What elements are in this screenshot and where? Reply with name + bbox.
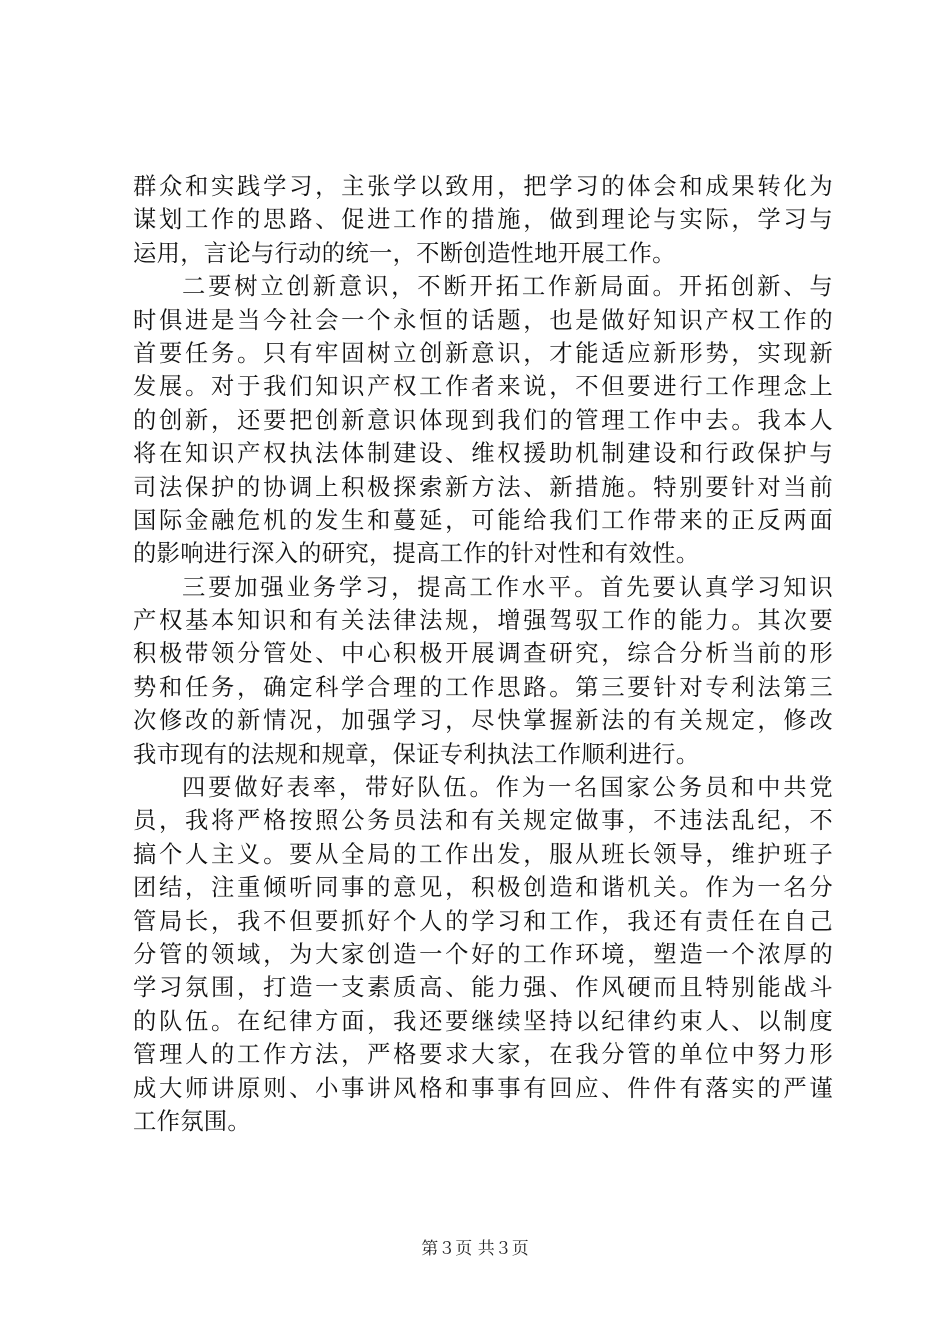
- page-number-footer: 第３页 共３页: [421, 1239, 529, 1259]
- text-line: 国际金融危机的发生和蔓延，可能给我们工作带来的正反两面: [133, 506, 833, 534]
- text-line: 产权基本知识和有关法律法规，增强驾驭工作的能力。其次要: [133, 607, 833, 635]
- text-line: 群众和实践学习，主张学以致用，把学习的体会和成果转化为: [133, 173, 833, 200]
- text-line: 司法保护的协调上积极探索新方法、新措施。特别要针对当前: [133, 473, 833, 501]
- paragraph-1: [133, 170, 833, 270]
- text-line: 团结，注重倾听同事的意见，积极创造和谐机关。作为一名分: [133, 874, 833, 902]
- text-line: 四要做好表率，带好队伍。作为一名国家公务员和中共党: [182, 774, 833, 802]
- text-line: 学习氛围，打造一支素质高、能力强、作风硬而且特别能战斗: [133, 974, 833, 1002]
- text-line: 势和任务，确定科学合理的工作思路。第三要针对专利法第三: [133, 673, 833, 701]
- paragraph-2: [133, 270, 833, 571]
- text-line: 运用，言论与行动的统一，不断创造性地开展工作。: [133, 239, 676, 267]
- text-line: 管局长，我不但要抓好个人的学习和工作，我还有责任在自己: [133, 907, 833, 935]
- text-line: 三要加强业务学习，提高工作水平。首先要认真学习知识: [182, 573, 833, 601]
- text-line: 将在知识产权执法体制建设、维权援助机制建设和行政保护与: [133, 440, 833, 468]
- text-line: 分管的领域，为大家创造一个好的工作环境，塑造一个浓厚的: [133, 940, 833, 968]
- paragraph-4: [133, 771, 833, 1138]
- text-line: 我市现有的法规和规章，保证专利执法工作顺利进行。: [133, 740, 700, 768]
- document-body: [133, 170, 833, 1138]
- text-line: 的队伍。在纪律方面，我还要继续坚持以纪律约束人、以制度: [133, 1007, 833, 1035]
- text-line: 二要树立创新意识，不断开拓工作新局面。开拓创新、与: [182, 273, 833, 301]
- text-line: 积极带领分管处、中心积极开展调查研究，综合分析当前的形: [133, 640, 833, 668]
- text-line: 的创新，还要把创新意识体现到我们的管理工作中去。我本人: [133, 406, 833, 434]
- text-line: 管理人的工作方法，严格要求大家，在我分管的单位中努力形: [133, 1041, 833, 1069]
- text-line: 次修改的新情况，加强学习，尽快掌握新法的有关规定，修改: [133, 707, 833, 735]
- text-line: 首要任务。只有牢固树立创新意识，才能适应新形势，实现新: [133, 339, 833, 367]
- paragraph-3: [133, 571, 833, 771]
- text-line: 发展。对于我们知识产权工作者来说，不但要进行工作理念上: [133, 373, 833, 401]
- text-line: 的影响进行深入的研究，提高工作的针对性和有效性。: [133, 540, 700, 568]
- text-line: 工作氛围。: [133, 1107, 251, 1135]
- text-line: 成大师讲原则、小事讲风格和事事有回应、件件有落实的严谨: [133, 1074, 833, 1102]
- text-line: 搞个人主义。要从全局的工作出发，服从班长领导，维护班子: [133, 840, 833, 868]
- text-line: 时俱进是当今社会一个永恒的话题，也是做好知识产权工作的: [133, 306, 833, 334]
- text-line: 员，我将严格按照公务员法和有关规定做事，不违法乱纪，不: [133, 807, 833, 835]
- text-line: 谋划工作的思路、促进工作的措施，做到理论与实际，学习与: [133, 206, 833, 234]
